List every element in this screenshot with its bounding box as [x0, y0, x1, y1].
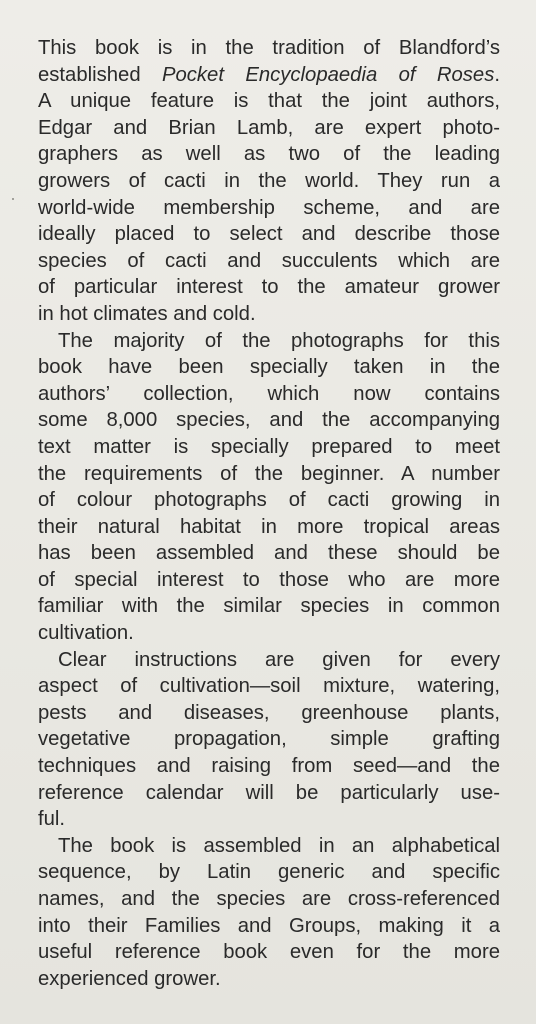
- text-line: techniques and raising from seed—and the: [38, 755, 500, 778]
- text-line: familiar with the similar species in common: [38, 595, 500, 618]
- text-run: .: [494, 63, 500, 86]
- text-line: authors’ collection, which now contains: [38, 382, 500, 405]
- book-title-italic: Pocket Encyclopaedia of Roses: [161, 63, 495, 86]
- text-line: of particular interest to the amateur grower: [38, 276, 500, 299]
- text-line: in hot climates and cold.: [38, 302, 256, 325]
- text-line: aspect of cultivation—soil mixture, watering,: [38, 675, 500, 698]
- text-line: ful.: [38, 808, 66, 831]
- text-line: Clear instructions are given for every: [58, 648, 500, 671]
- text-line: reference calendar will be particularly use-: [38, 781, 500, 804]
- text-line: growers of cacti in the world. They run a: [38, 169, 500, 192]
- text-line: some 8,000 species, and the accompanying: [38, 409, 500, 432]
- text-line: This book is in the tradition of Blandford’s: [38, 37, 500, 59]
- text-line: ideally placed to select and describe those: [38, 223, 500, 246]
- text-line: has been assembled and these should be: [38, 542, 500, 565]
- text-line: of colour photographs of cacti growing in: [38, 489, 500, 512]
- text-line: pests and diseases, greenhouse plants,: [38, 701, 500, 724]
- text-line: graphers as well as two of the leading: [38, 143, 500, 166]
- text-line: A unique feature is that the joint authors,: [38, 90, 500, 113]
- text-line: The majority of the photographs for this: [58, 329, 500, 352]
- text-run: established: [38, 63, 162, 86]
- blurb-text: [38, 35, 500, 992]
- text-line: names, and the species are cross-referenced: [38, 888, 500, 910]
- text-line: experienced grower.: [38, 967, 221, 990]
- text-line: cultivation.: [38, 622, 134, 645]
- text-line: Edgar and Brian Lamb, are expert photo-: [38, 116, 500, 139]
- paragraph-1: [38, 35, 500, 328]
- paragraph-4: [38, 833, 500, 993]
- text-line: their natural habitat in more tropical areas: [38, 515, 500, 538]
- text-line: world-wide membership scheme, and are: [38, 196, 500, 219]
- text-line: text matter is specially prepared to meet: [38, 435, 500, 458]
- text-line: useful reference book even for the more: [38, 941, 500, 964]
- text-line: The book is assembled in an alphabetical: [58, 834, 500, 857]
- text-line: into their Families and Groups, making it a: [38, 914, 500, 937]
- text-line: the requirements of the beginner. A number: [38, 462, 500, 485]
- text-line: vegetative propagation, simple grafting: [38, 728, 500, 751]
- paragraph-2: [38, 328, 500, 647]
- text-line: sequence, by Latin generic and specific: [38, 861, 500, 884]
- text-line: [38, 62, 500, 89]
- text-line: of special interest to those who are more: [38, 568, 500, 591]
- paragraph-3: [38, 647, 500, 833]
- text-line: species of cacti and succulents which are: [38, 249, 500, 272]
- text-line: book have been specially taken in the: [38, 356, 500, 379]
- paper-speck: [12, 198, 14, 200]
